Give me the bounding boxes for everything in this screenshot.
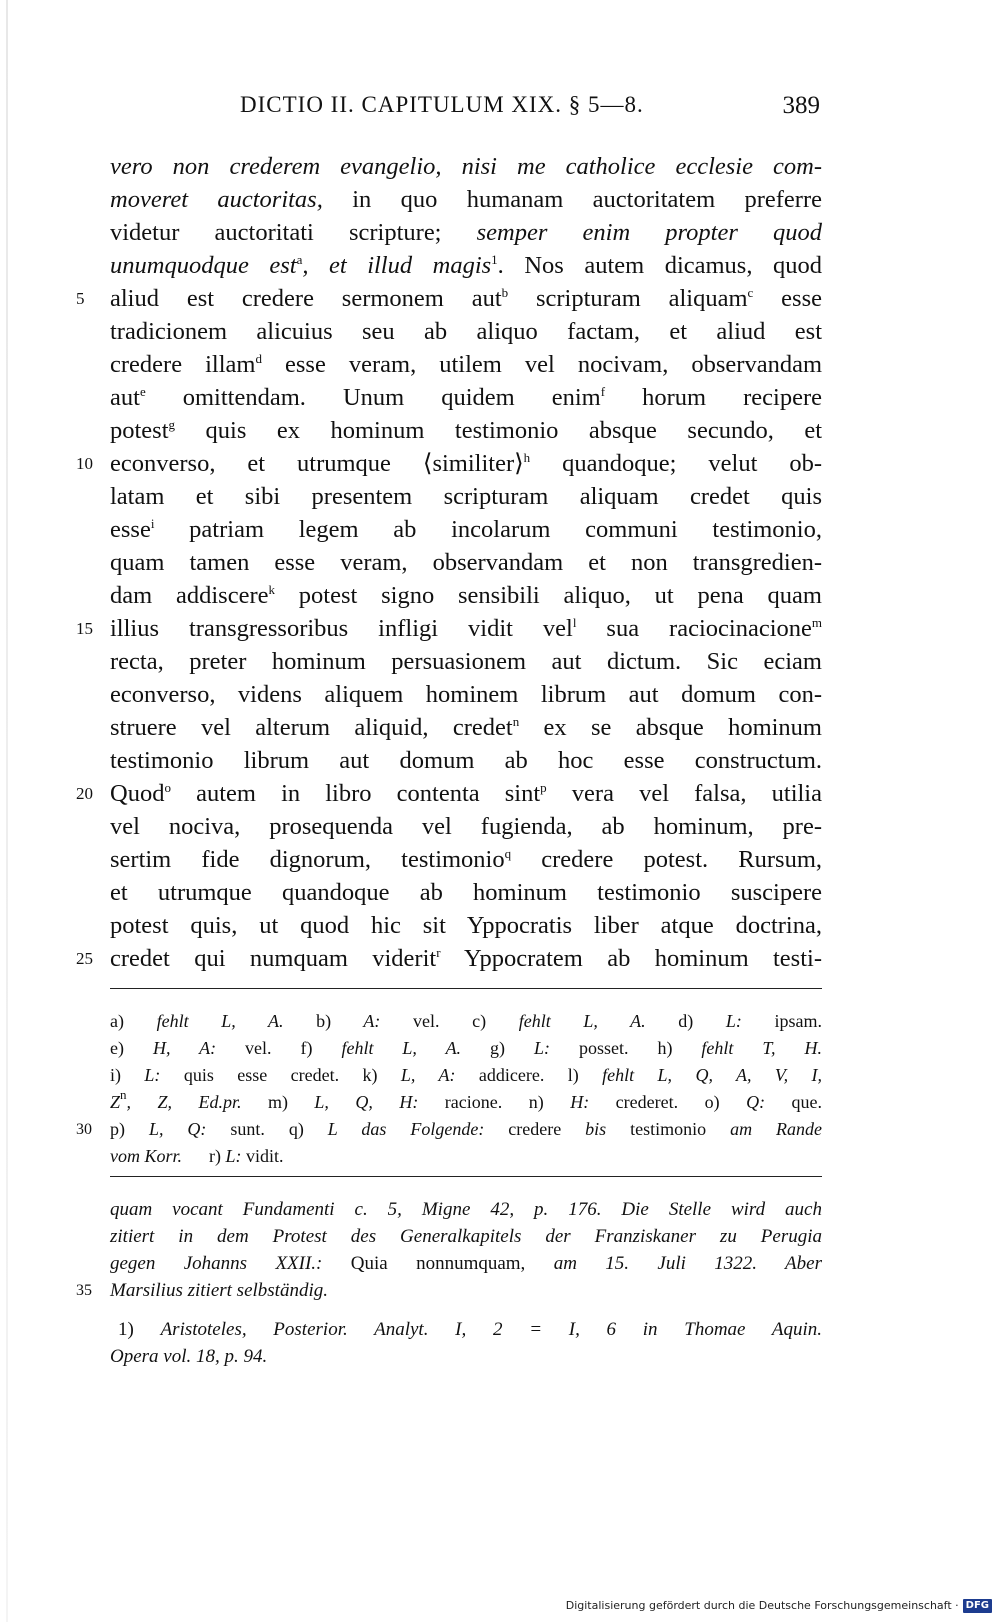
text-run: sertim fide dignorum, testimonio [110, 846, 505, 873]
variant-reading: crederet. [589, 1092, 679, 1112]
text-line [110, 249, 822, 282]
variant-note: fehlt L, Q, A, V, I, [578, 1065, 823, 1085]
text-run: illius transgressoribus infligi vidit vel [110, 615, 573, 642]
variant-label: n) [528, 1092, 544, 1112]
credit-text: Digitalisierung gefördert durch die Deutsche Forschungsgemeinschaft · [565, 1599, 959, 1612]
italic-quote: , et illud magis [302, 252, 492, 279]
variant-note: L, Q, H: [287, 1092, 419, 1112]
variant-label: a) [110, 1011, 124, 1031]
text-run: scripturam aliquam [508, 285, 748, 312]
text-run: tradicionem alicuius seu ab aliquo factam, et aliud est [110, 318, 822, 345]
text-line [110, 909, 822, 942]
variant-label: e) [110, 1038, 124, 1058]
variant-note: L, Q: [125, 1119, 207, 1139]
text-line [110, 480, 822, 513]
text-run: patriam legem ab incolarum communi testimonio, [154, 516, 822, 543]
variant-reading: posset. [550, 1038, 629, 1058]
variant-marker: a [296, 252, 303, 267]
text-run: dam addiscere [110, 582, 269, 609]
variant-reading: racione. [418, 1092, 503, 1112]
text-run: esse [110, 516, 151, 543]
italic-quote: vero non crederem evangelio, nisi me catholice ecclesie com- [110, 153, 822, 180]
variant-reading: credere [484, 1119, 586, 1139]
variant-note: L: [121, 1065, 161, 1085]
variant-marker: n [512, 714, 520, 729]
variant-reading: testimonio [606, 1119, 731, 1139]
apparatus-line [76, 1116, 822, 1143]
line-number: 35 [76, 1282, 92, 1299]
footnote-number: 1) [118, 1319, 161, 1340]
variant-label: f) [300, 1038, 313, 1058]
variant-note: fehlt L, A. [123, 1011, 284, 1031]
text-line [110, 744, 822, 777]
text-run: vel nociva, prosequenda vel fugienda, ab hominum, pre- [110, 813, 822, 840]
italic-quote: unumquodque est [110, 252, 297, 279]
note-text: quam vocant Fundamenti c. 5, Migne 42, p. 176. Die Stelle wird auch [110, 1199, 822, 1220]
variant-note: H: [543, 1092, 590, 1112]
variant-label: g) [490, 1038, 506, 1058]
text-line [110, 315, 822, 348]
variant-marker: d [255, 351, 262, 366]
variant-reading: quis esse credet. [160, 1065, 340, 1085]
variant-sup: n [120, 1087, 127, 1102]
variant-marker: h [523, 450, 531, 465]
apparatus-line [110, 1089, 822, 1116]
variant-label: r) [209, 1146, 222, 1166]
variant-note: L: [505, 1038, 550, 1058]
note-line [76, 1277, 822, 1304]
footnote-line [110, 1316, 822, 1343]
text-line [110, 645, 822, 678]
variant-marker: m [811, 615, 823, 630]
variant-note: vom Korr. [110, 1146, 183, 1166]
note-quote: Quia nonnumquam, [322, 1253, 554, 1274]
line-number: 5 [76, 289, 85, 308]
line-number: 25 [76, 949, 93, 968]
text-run: quandoque; velut ob- [530, 450, 822, 477]
footnote-marker: 1 [491, 252, 498, 267]
variant-label: k) [362, 1065, 378, 1085]
variant-note: Q: [719, 1092, 766, 1112]
text-run: quis ex hominum testimonio absque secundo, et [175, 417, 822, 444]
line-number: 10 [76, 454, 93, 473]
text-run: credet qui numquam viderit [110, 945, 437, 972]
variant-reading: ipsam. [741, 1011, 822, 1031]
text-run: esse veram, utilem vel nocivam, observandam [261, 351, 822, 378]
variant-marker: b [501, 285, 509, 300]
text-run: potest quis, ut quod hic sit Yppocratis liber atque doctrina, [110, 912, 822, 939]
text-run: latam et sibi presentem scripturam aliquam credet quis [110, 483, 822, 510]
scan-edge [6, 0, 8, 1622]
text-run: horum recipere [605, 384, 822, 411]
variant-label: m) [267, 1092, 288, 1112]
variant-marker: l [572, 615, 577, 630]
variant-marker: p [540, 780, 547, 795]
variant-note: am Rande [730, 1119, 822, 1139]
variant-note: Z [110, 1092, 121, 1112]
running-head: DICTIO II. CAPITULUM XIX. § 5—8. [240, 92, 644, 117]
variant-marker: q [504, 846, 512, 861]
variant-reading: vidit. [241, 1146, 284, 1166]
line-number: 30 [76, 1121, 92, 1138]
text-run: omittendam. Unum quidem enim [145, 384, 601, 411]
footnote-text: Opera vol. 18, p. 94. [110, 1346, 268, 1367]
text-run: recta, preter hominum persuasionem aut dictum. Sic eciam [110, 648, 822, 675]
text-run: potest signo sensibili aliquo, ut pena quam [274, 582, 822, 609]
variant-marker: r [436, 945, 441, 960]
text-line [110, 183, 822, 216]
variant-label: c) [472, 1011, 487, 1031]
text-line [110, 348, 822, 381]
text-run: . Nos autem dicamus, quod [497, 252, 822, 279]
text-line [110, 546, 822, 579]
variant-note: L: [221, 1146, 242, 1166]
variant-reading: sunt. [206, 1119, 265, 1139]
text-line [110, 810, 822, 843]
apparatus-line [110, 1143, 822, 1170]
variant-note: bis [585, 1119, 607, 1139]
variant-note: L, A: [377, 1065, 456, 1085]
text-line [110, 414, 822, 447]
text-line [76, 612, 823, 645]
text-run: in quo humanam auctoritatem preferre [322, 186, 822, 213]
variant-label: l) [567, 1065, 579, 1085]
variant-note: fehlt T, H. [672, 1038, 822, 1058]
variant-reading: que. [765, 1092, 823, 1112]
line-number: 15 [76, 619, 93, 638]
text-line [110, 711, 822, 744]
variant-note: fehlt L, A. [486, 1011, 646, 1031]
variant-label: h) [657, 1038, 673, 1058]
text-line [110, 876, 822, 909]
text-line [110, 843, 822, 876]
apparatus-line [110, 1035, 822, 1062]
main-text [76, 150, 823, 975]
note-line [110, 1250, 822, 1277]
text-run: vera vel falsa, utilia [546, 780, 822, 807]
text-run: econverso, et utrumque ⟨similiter⟩ [110, 450, 524, 477]
text-run: ex se absque hominum [519, 714, 822, 741]
variant-marker: g [168, 417, 176, 432]
note-text: am 15. Juli 1322. Aber [553, 1253, 822, 1274]
variant-label: b) [316, 1011, 332, 1031]
text-line [76, 942, 822, 975]
text-run: credere potest. Rursum, [511, 846, 822, 873]
text-line [110, 678, 822, 711]
text-run: credere illam [110, 351, 256, 378]
text-run: aliud est credere sermonem aut [110, 285, 502, 312]
text-line [110, 381, 822, 414]
note-line [110, 1196, 822, 1223]
explanatory-notes [76, 1196, 823, 1370]
apparatus-line [110, 1062, 822, 1089]
text-run: struere vel alterum aliquid, credet [110, 714, 513, 741]
note-text: zitiert in dem Protest des Generalkapitels der Franziskaner zu Perugia [110, 1226, 822, 1247]
text-line [110, 150, 822, 183]
dfg-logo: DFG [963, 1599, 992, 1613]
apparatus-divider [110, 988, 822, 989]
digitization-credit [566, 1596, 992, 1616]
variant-marker: c [747, 285, 754, 300]
variant-label: i) [110, 1065, 121, 1085]
note-text: gegen Johanns XXII.: [110, 1253, 323, 1274]
apparatus-line [110, 1008, 822, 1035]
text-line [76, 447, 822, 480]
footnote-text: Aristoteles, Posterior. Analyt. I, 2 = I, 6 in Thomae Aquin. [160, 1319, 823, 1340]
text-line [110, 513, 822, 546]
variant-note: A: [331, 1011, 381, 1031]
variant-marker: f [600, 384, 606, 399]
note-text: Marsilius zitiert selbständig. [110, 1280, 328, 1301]
text-line [110, 216, 822, 249]
variant-note: fehlt L, A. [312, 1038, 462, 1058]
text-run: et utrumque quandoque ab hominum testimonio suscipere [110, 879, 822, 906]
variant-marker: e [139, 384, 146, 399]
text-run: videtur auctoritati scripture; [110, 219, 477, 246]
variant-note: L: [693, 1011, 742, 1031]
text-run: aut [110, 384, 140, 411]
text-run: potest [110, 417, 169, 444]
note-line [110, 1223, 822, 1250]
text-run: quam tamen esse veram, observandam et non transgredien- [110, 549, 822, 576]
text-run: sua raciocinacione [576, 615, 812, 642]
variant-marker: o [164, 780, 171, 795]
variant-note: L das Folgende: [303, 1119, 485, 1139]
variant-label: o) [704, 1092, 720, 1112]
line-number: 20 [76, 784, 93, 803]
text-run: Quod [110, 780, 165, 807]
footnote-line [110, 1343, 822, 1370]
text-line [76, 777, 822, 810]
variant-reading: vel. [380, 1011, 440, 1031]
variant-label: q) [288, 1119, 304, 1139]
variant-note: H, A: [123, 1038, 217, 1058]
variant-label: d) [678, 1011, 694, 1031]
italic-quote: moveret auctoritas, [110, 186, 323, 213]
variant-reading: vel. [216, 1038, 272, 1058]
italic-quote: semper enim propter quod [476, 219, 822, 246]
variant-marker: i [150, 516, 155, 531]
text-run: testimonio librum aut domum ab hoc esse constructum. [110, 747, 822, 774]
text-run: Yppocratem ab hominum testi- [440, 945, 822, 972]
variant-note: , Z, Ed.pr. [126, 1092, 242, 1112]
text-run: econverso, videns aliquem hominem librum aut domum con- [110, 681, 822, 708]
text-run: autem in libro contenta sint [170, 780, 541, 807]
text-line [76, 282, 822, 315]
text-line [110, 579, 822, 612]
variant-reading: addicere. [455, 1065, 545, 1085]
variant-marker: k [268, 582, 275, 597]
critical-apparatus [76, 1008, 823, 1170]
page-number: 389 [782, 92, 820, 119]
variant-label: p) [110, 1119, 125, 1139]
text-run: esse [753, 285, 822, 312]
notes-divider [110, 1176, 822, 1177]
